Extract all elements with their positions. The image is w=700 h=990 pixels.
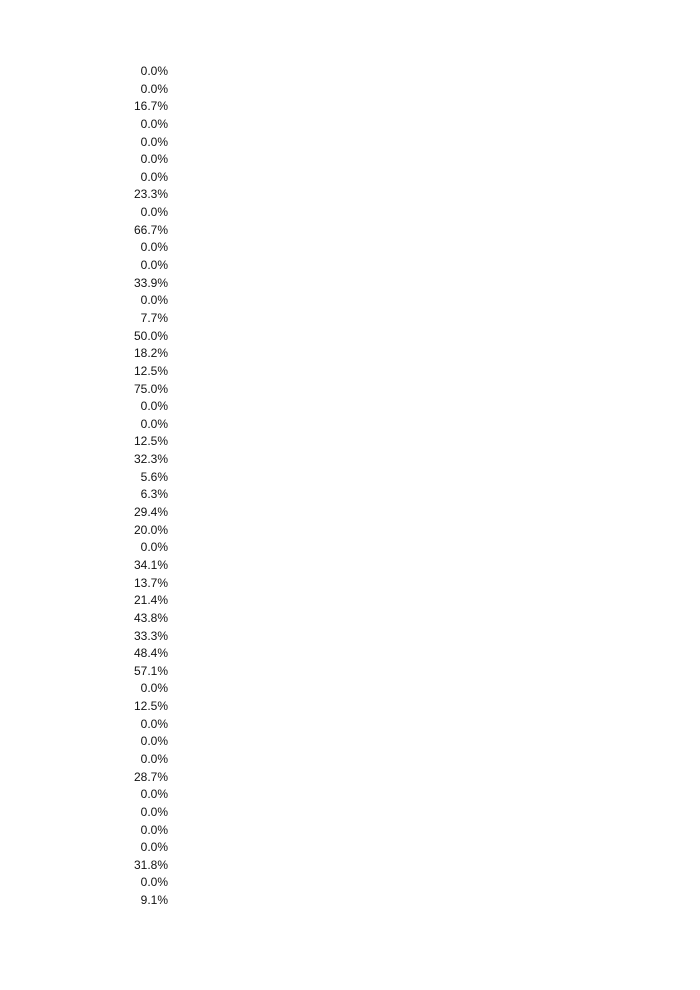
percentage-cell: 33.9% — [133, 275, 168, 290]
percentage-cell: 0.0% — [140, 169, 168, 184]
percentage-cell: 21.4% — [133, 593, 168, 608]
percentage-cell: 29.4% — [133, 505, 168, 520]
percentage-cell: 0.0% — [140, 416, 168, 431]
percentage-cell: 12.5% — [133, 434, 168, 449]
percentage-cell: 31.8% — [133, 857, 168, 872]
percentage-cell: 0.0% — [140, 540, 168, 555]
percentage-cell: 0.0% — [140, 152, 168, 167]
percentage-cell: 0.0% — [140, 81, 168, 96]
percentage-cell: 66.7% — [133, 222, 168, 237]
percentage-cell: 0.0% — [140, 751, 168, 766]
percentage-cell: 0.0% — [140, 399, 168, 414]
percentage-cell: 20.0% — [133, 522, 168, 537]
percentage-cell: 50.0% — [133, 328, 168, 343]
percentage-cell: 9.1% — [140, 893, 168, 908]
percentage-cell: 33.3% — [133, 628, 168, 643]
percentage-cell: 0.0% — [140, 205, 168, 220]
percentage-cell: 0.0% — [140, 134, 168, 149]
percentage-cell: 32.3% — [133, 452, 168, 467]
percentage-cell: 0.0% — [140, 787, 168, 802]
percentage-cell: 18.2% — [133, 346, 168, 361]
percentage-cell: 0.0% — [140, 716, 168, 731]
percentage-cell: 0.0% — [140, 64, 168, 78]
percentage-cell: 0.0% — [140, 681, 168, 696]
percentage-cell: 23.3% — [133, 187, 168, 202]
percentage-cell: 16.7% — [133, 99, 168, 114]
percentage-cell: 12.5% — [133, 699, 168, 714]
percentage-cell: 13.7% — [133, 575, 168, 590]
percentage-cell: 0.0% — [140, 258, 168, 273]
percentage-cell: 0.0% — [140, 804, 168, 819]
percentage-cell: 7.7% — [140, 310, 168, 325]
percentage-cell: 0.0% — [140, 822, 168, 837]
percentage-cell: 75.0% — [133, 381, 168, 396]
percentage-cell: 0.0% — [140, 293, 168, 308]
percentage-cell: 48.4% — [133, 646, 168, 661]
percentage-cell: 12.5% — [133, 363, 168, 378]
percentage-cell: 34.1% — [133, 557, 168, 572]
percentage-cell: 0.0% — [140, 875, 168, 890]
percentage-column — [100, 63, 168, 910]
percentage-cell: 5.6% — [140, 469, 168, 484]
percentage-cell: 57.1% — [133, 663, 168, 678]
percentage-cell: 0.0% — [140, 734, 168, 749]
percentage-cell: 43.8% — [133, 610, 168, 625]
percentage-cell: 0.0% — [140, 240, 168, 255]
percentage-cell: 28.7% — [133, 769, 168, 784]
percentage-cell: 0.0% — [140, 840, 168, 855]
percentage-cell: 6.3% — [140, 487, 168, 502]
percentage-cell: 0.0% — [140, 116, 168, 131]
